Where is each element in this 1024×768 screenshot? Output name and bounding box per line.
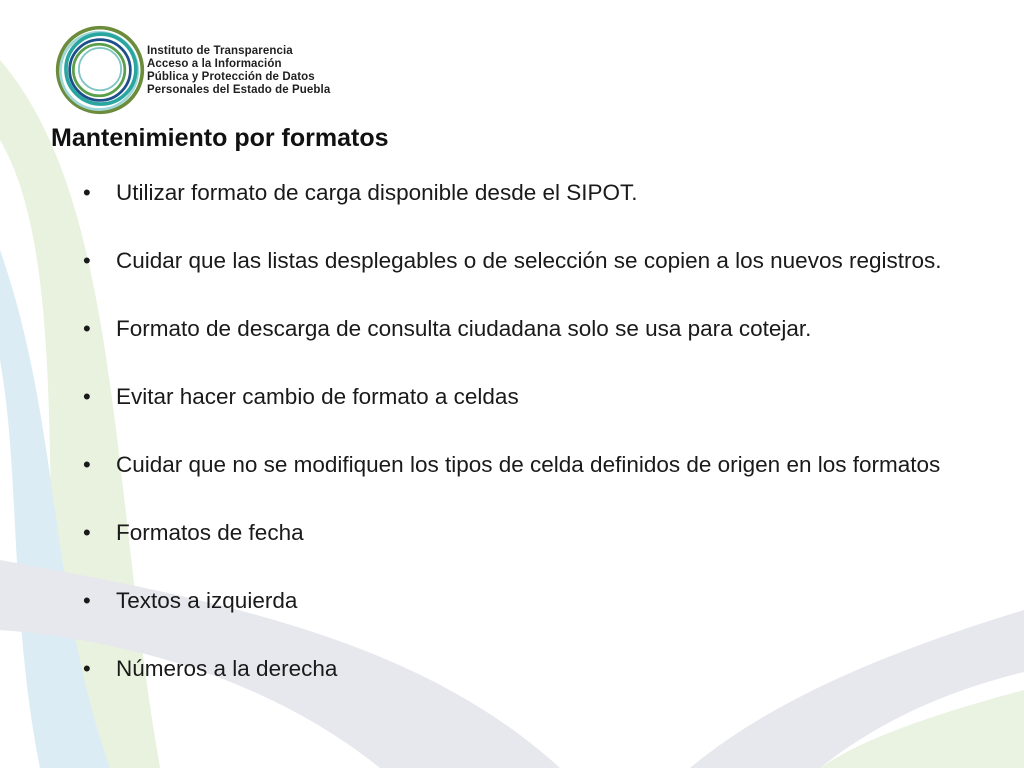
institute-name-line-3: Pública y Protección de Datos [147,71,315,83]
institute-name-line-2: Acceso a la Información [147,58,282,70]
institute-name [147,45,330,97]
bullet-text: Números a la derecha [116,656,338,681]
bullet-text: Cuidar que no se modifiquen los tipos de celda definidos de origen en los formatos [116,452,941,477]
bullet-item [80,244,980,278]
bullet-glyph: • [83,180,91,205]
bullet-glyph: • [83,520,91,545]
bullet-glyph: • [83,656,91,681]
bullet-text: Utilizar formato de carga disponible desde el SIPOT. [116,180,638,205]
bullet-item [80,176,980,210]
institute-name-line-4: Personales del Estado de Puebla [147,84,331,96]
bullet-glyph: • [83,452,91,477]
bullet-glyph: • [83,588,91,613]
bullet-text: Textos a izquierda [116,588,298,613]
institute-logo-icon [54,24,146,116]
bullet-text: Formato de descarga de consulta ciudadana solo se usa para cotejar. [116,316,812,341]
bullet-text: Formatos de fecha [116,520,304,545]
bullet-item [80,516,980,550]
bullet-text: Evitar hacer cambio de formato a celdas [116,384,519,409]
institute-name-line-1: Instituto de Transparencia [147,45,293,57]
bullet-glyph: • [83,384,91,409]
bullet-text: Cuidar que las listas desplegables o de selección se copien a los nuevos registros. [116,248,942,273]
bullet-item [80,380,980,414]
bullet-item [80,652,980,686]
slide-title: Mantenimiento por formatos [51,124,389,152]
bullet-glyph: • [83,316,91,341]
bullet-item [80,584,980,618]
bullet-item [80,448,980,482]
bullet-list [80,176,980,720]
bullet-glyph: • [83,248,91,273]
bullet-item [80,312,980,346]
